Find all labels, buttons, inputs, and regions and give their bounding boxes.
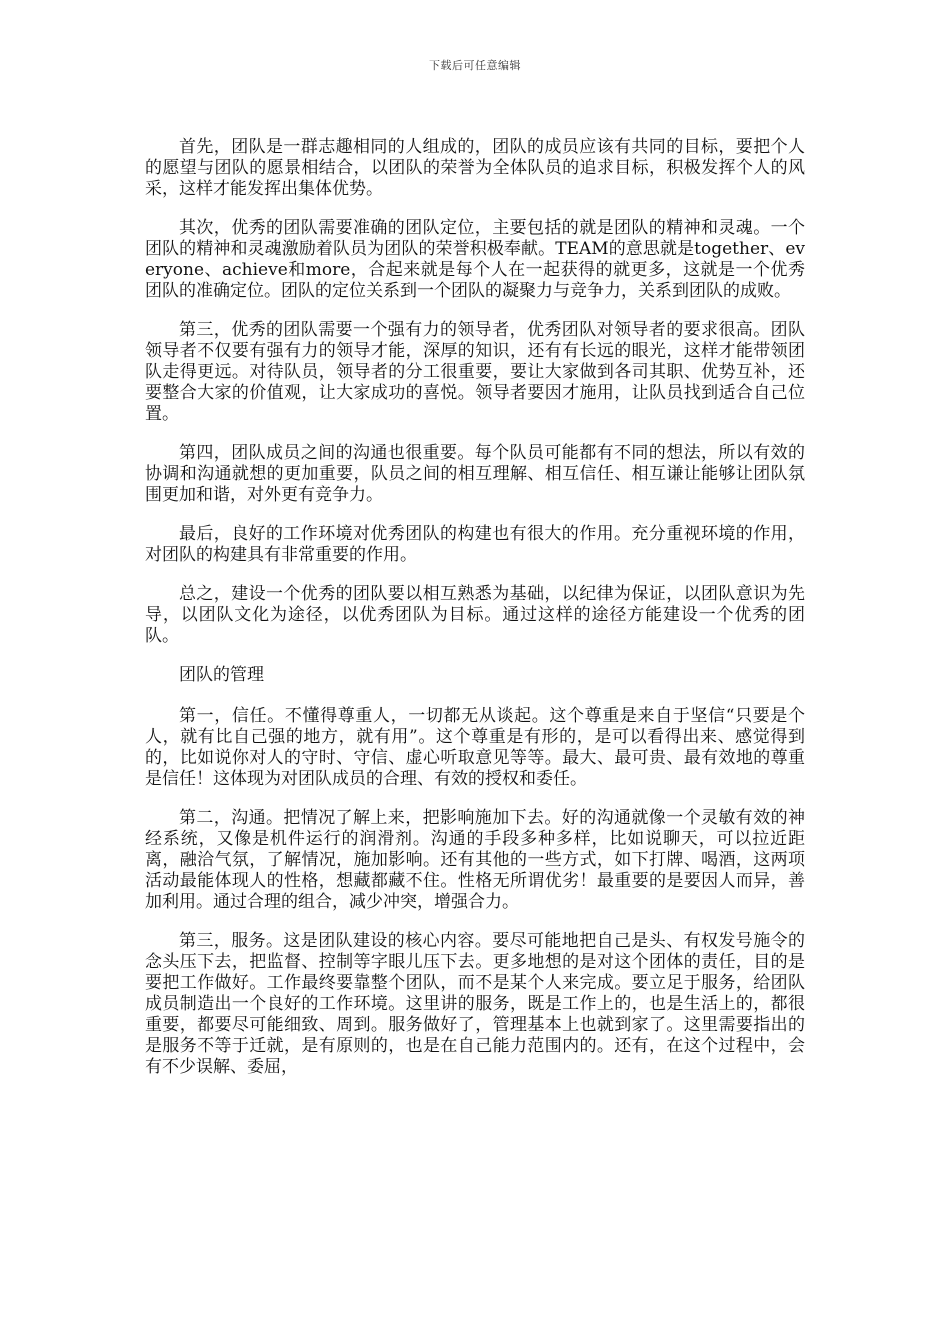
paragraph-5: 最后，良好的工作环境对优秀团队的构建也有很大的作用。充分重视环境的作用，对团队的构建具有非常重要的作用。 [145,524,805,565]
paragraph-7: 第一，信任。不懂得尊重人，一切都无从谈起。这个尊重是来自于坚信“只要是个人，就有比自己强的地方，就有用”。这个尊重是有形的，是可以看得出来、感觉得到的，比如说你对人的守时、守信、虚心听取意见等等。最大、最可贵、最有效地的尊重是信任！这体现为对团队成员的合理、有效的授权和委任。 [145,706,805,789]
page-header: 下载后可任意编辑 [429,59,521,72]
document-body [145,137,805,1096]
paragraph-9: 第三，服务。这是团队建设的核心内容。要尽可能地把自己是头、有权发号施令的念头压下去，把监督、控制等字眼儿压下去。更多地想的是对这个团体的责任，目的是要把工作做好。工作最终要靠整个团队，而不是某个人来完成。要立足于服务，给团队成员制造出一个良好的工作环境。这里讲的服务，既是工作上的，也是生活上的，都很重要，都要尽可能细致、周到。服务做好了，管理基本上也就到家了。这里需要指出的是服务不等于迁就，是有原则的，也是在自己能力范围内的。还有，在这个过程中，会有不少误解、委屈， [145,931,805,1077]
paragraph-4: 第四，团队成员之间的沟通也很重要。每个队员可能都有不同的想法，所以有效的协调和沟通就想的更加重要，队员之间的相互理解、相互信任、相互谦让能够让团队氛围更加和谐，对外更有竞争力。 [145,443,805,505]
paragraph-6: 总之，建设一个优秀的团队要以相互熟悉为基础，以纪律为保证，以团队意识为先导，以团队文化为途径，以优秀团队为目标。通过这样的途径方能建设一个优秀的团队。 [145,584,805,646]
paragraph-2: 其次，优秀的团队需要准确的团队定位，主要包括的就是团队的精神和灵魂。一个团队的精神和灵魂激励着队员为团队的荣誉积极奉献。TEAM的意思就是together、everyone、achieve和more，合起来就是每个人在一起获得的就更多，这就是一个优秀团队的准确定位。团队的定位关系到一个团队的凝聚力与竞争力，关系到团队的成败。 [145,218,805,301]
section-heading: 团队的管理 [179,665,264,685]
paragraph-8: 第二，沟通。把情况了解上来，把影响施加下去。好的沟通就像一个灵敏有效的神经系统，又像是机件运行的润滑剂。沟通的手段多种多样，比如说聊天，可以拉近距离，融洽气氛，了解情况，施加影响。还有其他的一些方式，如下打牌、喝酒，这两项活动最能体现人的性格，想藏都藏不住。性格无所谓优劣！最重要的是要因人而异，善加利用。通过合理的组合，减少冲突，增强合力。 [145,808,805,912]
paragraph-3: 第三，优秀的团队需要一个强有力的领导者，优秀团队对领导者的要求很高。团队领导者不仅要有强有力的领导才能，深厚的知识，还有有长远的眼光，这样才能带领团队走得更远。对待队员，领导者的分工很重要，要让大家做到各司其职、优势互补，还要整合大家的价值观，让大家成功的喜悦。领导者要因才施用，让队员找到适合自己位置。 [145,320,805,424]
paragraph-1: 首先，团队是一群志趣相同的人组成的，团队的成员应该有共同的目标，要把个人的愿望与团队的愿景相结合，以团队的荣誉为全体队员的追求目标，积极发挥个人的风采，这样才能发挥出集体优势。 [145,137,805,199]
